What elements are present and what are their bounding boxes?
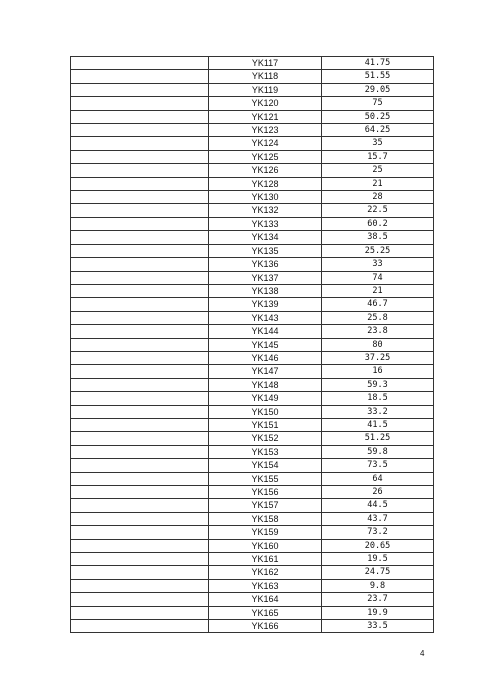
table-row [71,177,434,190]
value-cell: 21 [322,284,434,297]
sample-code-cell: YK139 [209,298,322,311]
sample-code-cell: YK134 [209,231,322,244]
table-body [71,57,434,633]
blank-cell [71,472,209,485]
value-cell: 18.5 [322,392,434,405]
blank-cell [71,124,209,137]
table-row [71,57,434,70]
value-cell: 33.5 [322,620,434,633]
table-row [71,512,434,525]
table-row [71,418,434,431]
sample-code-cell: YK161 [209,553,322,566]
table-row [71,579,434,592]
blank-cell [71,325,209,338]
sample-code-cell: YK143 [209,311,322,324]
value-cell: 50.25 [322,110,434,123]
value-cell: 33 [322,258,434,271]
value-cell: 33.2 [322,405,434,418]
table-row [71,351,434,364]
value-cell: 25.8 [322,311,434,324]
sample-code-cell: YK117 [209,57,322,70]
table-row [71,244,434,257]
blank-cell [71,553,209,566]
value-cell: 25.25 [322,244,434,257]
table-row [71,499,434,512]
sample-code-cell: YK132 [209,204,322,217]
sample-code-cell: YK166 [209,620,322,633]
sample-code-cell: YK154 [209,459,322,472]
value-cell: 16 [322,365,434,378]
value-cell: 64.25 [322,124,434,137]
table-row [71,405,434,418]
blank-cell [71,459,209,472]
blank-cell [71,298,209,311]
value-cell: 35 [322,137,434,150]
sample-code-cell: YK124 [209,137,322,150]
sample-code-cell: YK150 [209,405,322,418]
sample-code-cell: YK159 [209,526,322,539]
sample-code-cell: YK162 [209,566,322,579]
sample-code-cell: YK119 [209,83,322,96]
blank-cell [71,405,209,418]
table-row [71,486,434,499]
sample-code-cell: YK126 [209,164,322,177]
table-row [71,526,434,539]
value-cell: 23.8 [322,325,434,338]
value-cell: 80 [322,338,434,351]
table-row [71,472,434,485]
table-row [71,432,434,445]
blank-cell [71,445,209,458]
blank-cell [71,593,209,606]
blank-cell [71,512,209,525]
sample-code-cell: YK147 [209,365,322,378]
blank-cell [71,70,209,83]
blank-cell [71,620,209,633]
table-row [71,566,434,579]
blank-cell [71,97,209,110]
value-cell: 73.2 [322,526,434,539]
blank-cell [71,392,209,405]
blank-cell [71,579,209,592]
table-row [71,191,434,204]
table-row [71,338,434,351]
blank-cell [71,365,209,378]
table-row [71,445,434,458]
blank-cell [71,137,209,150]
sample-code-cell: YK144 [209,325,322,338]
table-row [71,70,434,83]
table-row [71,124,434,137]
sample-code-cell: YK165 [209,606,322,619]
table-row [71,378,434,391]
value-cell: 38.5 [322,231,434,244]
blank-cell [71,83,209,96]
value-cell: 22.5 [322,204,434,217]
blank-cell [71,271,209,284]
blank-cell [71,57,209,70]
blank-cell [71,606,209,619]
value-cell: 44.5 [322,499,434,512]
sample-code-cell: YK153 [209,445,322,458]
table-row [71,271,434,284]
blank-cell [71,418,209,431]
value-cell: 28 [322,191,434,204]
sample-code-cell: YK121 [209,110,322,123]
blank-cell [71,110,209,123]
sample-code-cell: YK123 [209,124,322,137]
value-cell: 51.25 [322,432,434,445]
blank-cell [71,204,209,217]
blank-cell [71,338,209,351]
value-cell: 51.55 [322,70,434,83]
blank-cell [71,191,209,204]
blank-cell [71,150,209,163]
sample-code-cell: YK128 [209,177,322,190]
blank-cell [71,258,209,271]
value-cell: 25 [322,164,434,177]
blank-cell [71,526,209,539]
table-row [71,459,434,472]
table-row [71,137,434,150]
sample-code-cell: YK148 [209,378,322,391]
value-cell: 41.5 [322,418,434,431]
value-cell: 59.8 [322,445,434,458]
sample-code-cell: YK135 [209,244,322,257]
blank-cell [71,231,209,244]
table-row [71,284,434,297]
table-row [71,110,434,123]
table-row [71,204,434,217]
value-cell: 74 [322,271,434,284]
sample-code-cell: YK151 [209,418,322,431]
table-row [71,593,434,606]
sample-code-cell: YK130 [209,191,322,204]
table-row [71,365,434,378]
value-cell: 43.7 [322,512,434,525]
table-row [71,311,434,324]
blank-cell [71,351,209,364]
table-row [71,539,434,552]
table-row [71,217,434,230]
value-cell: 9.8 [322,579,434,592]
table-row [71,97,434,110]
value-cell: 23.7 [322,593,434,606]
sample-code-cell: YK158 [209,512,322,525]
blank-cell [71,217,209,230]
value-cell: 75 [322,97,434,110]
blank-cell [71,311,209,324]
blank-cell [71,539,209,552]
value-cell: 26 [322,486,434,499]
sample-code-cell: YK145 [209,338,322,351]
sample-code-cell: YK146 [209,351,322,364]
sample-code-cell: YK160 [209,539,322,552]
blank-cell [71,164,209,177]
blank-cell [71,566,209,579]
table-row [71,392,434,405]
sample-code-cell: YK164 [209,593,322,606]
table-row [71,606,434,619]
blank-cell [71,284,209,297]
value-cell: 37.25 [322,351,434,364]
sample-code-cell: YK152 [209,432,322,445]
sample-code-cell: YK118 [209,70,322,83]
sample-code-cell: YK136 [209,258,322,271]
value-cell: 29.05 [322,83,434,96]
sample-code-cell: YK137 [209,271,322,284]
value-cell: 19.9 [322,606,434,619]
value-cell: 20.65 [322,539,434,552]
value-cell: 59.3 [322,378,434,391]
table-row [71,620,434,633]
sample-code-cell: YK156 [209,486,322,499]
value-cell: 15.7 [322,150,434,163]
sample-code-cell: YK125 [209,150,322,163]
sample-code-cell: YK163 [209,579,322,592]
blank-cell [71,177,209,190]
table-row [71,298,434,311]
value-cell: 64 [322,472,434,485]
value-cell: 46.7 [322,298,434,311]
table-row [71,150,434,163]
data-table [70,56,434,633]
table-row [71,231,434,244]
table-row [71,83,434,96]
value-cell: 21 [322,177,434,190]
value-cell: 24.75 [322,566,434,579]
sample-code-cell: YK120 [209,97,322,110]
sample-code-cell: YK157 [209,499,322,512]
page-number: 4 [420,649,425,658]
sample-code-cell: YK149 [209,392,322,405]
sample-code-cell: YK138 [209,284,322,297]
value-cell: 60.2 [322,217,434,230]
blank-cell [71,244,209,257]
blank-cell [71,378,209,391]
value-cell: 41.75 [322,57,434,70]
sample-code-cell: YK155 [209,472,322,485]
value-cell: 73.5 [322,459,434,472]
table-row [71,325,434,338]
sample-code-cell: YK133 [209,217,322,230]
table-row [71,164,434,177]
table-row [71,553,434,566]
value-cell: 19.5 [322,553,434,566]
table-row [71,258,434,271]
blank-cell [71,499,209,512]
blank-cell [71,432,209,445]
blank-cell [71,486,209,499]
